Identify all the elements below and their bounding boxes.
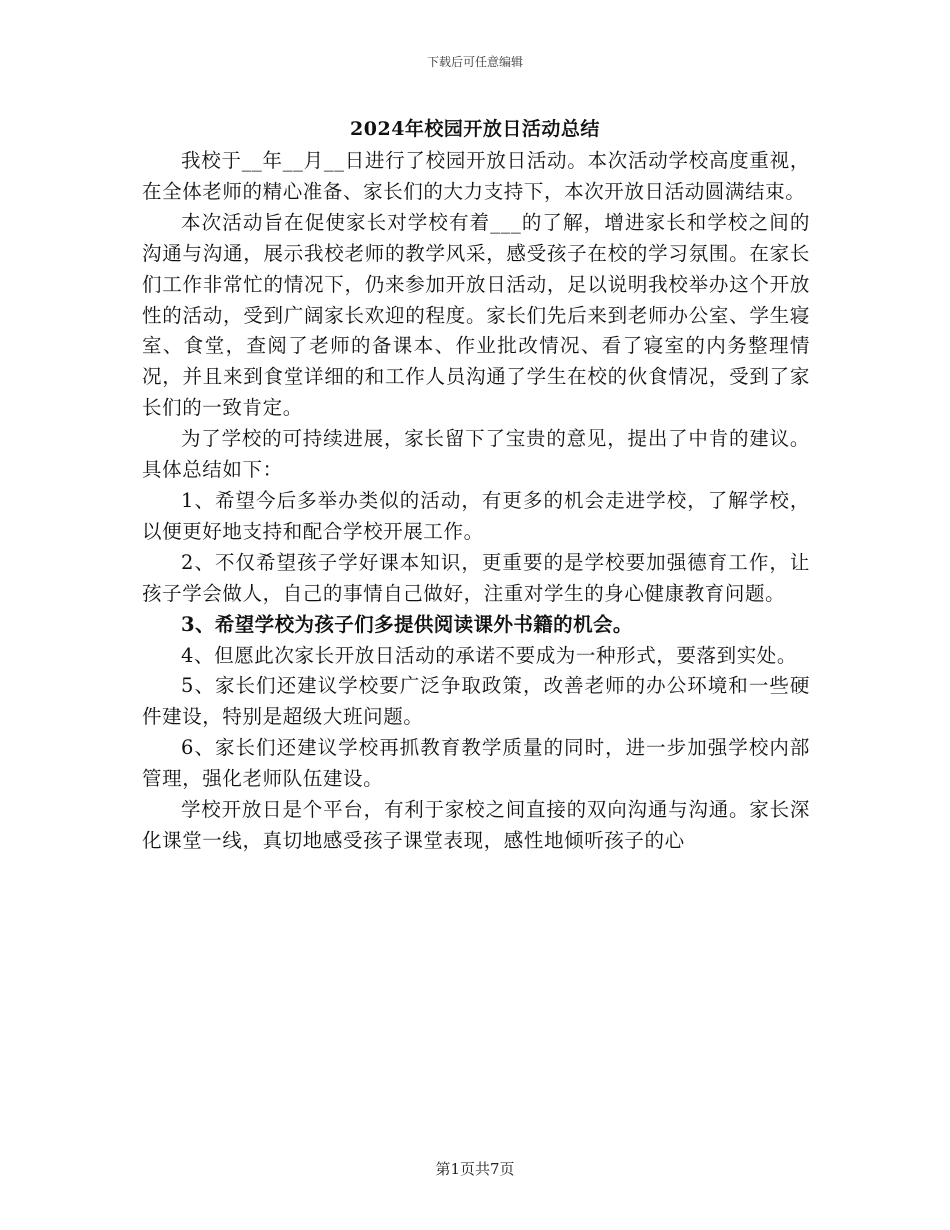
paragraph-suggestions-intro: 为了学校的可持续进展，家长留下了宝贵的意见，提出了中肯的建议。具体总结如下： bbox=[142, 427, 810, 482]
paragraph-closing: 学校开放日是个平台，有利于家校之间直接的双向沟通与沟通。家长深化课堂一线，真切地感受孩子课堂表现，感性地倾听孩子的心 bbox=[142, 798, 810, 852]
suggestion-item-3: 3、希望学校为孩子们多提供阅读课外书籍的机会。 bbox=[181, 612, 633, 636]
paragraph-purpose: 本次活动旨在促使家长对学校有着___的了解，增进家长和学校之间的沟通与沟通，展示我校老师的教学风采，感受孩子在校的学习氛围。在家长们工作非常忙的情况下，仍来参加开放日活动，足以说明我校举办这个开放性的活动，受到广阔家长欢迎的程度。家长们先后来到老师办公室、学生寝室、食堂，查阅了老师的备课本、作业批改情况、看了寝室的内务整理情况，并且来到食堂详细的和工作人员沟通了学生在校的伙食情况，受到了家长们的一致肯定。 bbox=[142, 210, 810, 420]
suggestion-item-2: 2、不仅希望孩子学好课本知识，更重要的是学校要加强德育工作，让孩子学会做人，自己的事情自己做好，注重对学生的身心健康教育问题。 bbox=[142, 550, 810, 605]
header-note: 下载后可任意编辑 bbox=[426, 55, 523, 69]
suggestion-item-6: 6、家长们还建议学校再抓教育教学质量的同时，进一步加强学校内部管理，强化老师队伍建设。 bbox=[142, 736, 810, 791]
suggestion-item-1: 1、希望今后多举办类似的活动，有更多的机会走进学校，了解学校，以便更好地支持和配合学校开展工作。 bbox=[142, 488, 810, 543]
document-body bbox=[142, 146, 810, 857]
suggestion-item-5: 5、家长们还建议学校要广泛争取政策，改善老师的办公环境和一些硬件建设，特别是超级大班问题。 bbox=[142, 674, 810, 729]
suggestion-item-4: 4、但愿此次家长开放日活动的承诺不要成为一种形式，要落到实处。 bbox=[181, 643, 798, 667]
page-number: 第1页共7页 bbox=[435, 1160, 515, 1178]
paragraph-intro: 我校于__年__月__日进行了校园开放日活动。本次活动学校高度重视，在全体老师的精心准备、家长们的大力支持下，本次开放日活动圆满结束。 bbox=[142, 149, 810, 203]
document-title: 2024年校园开放日活动总结 bbox=[350, 118, 600, 140]
